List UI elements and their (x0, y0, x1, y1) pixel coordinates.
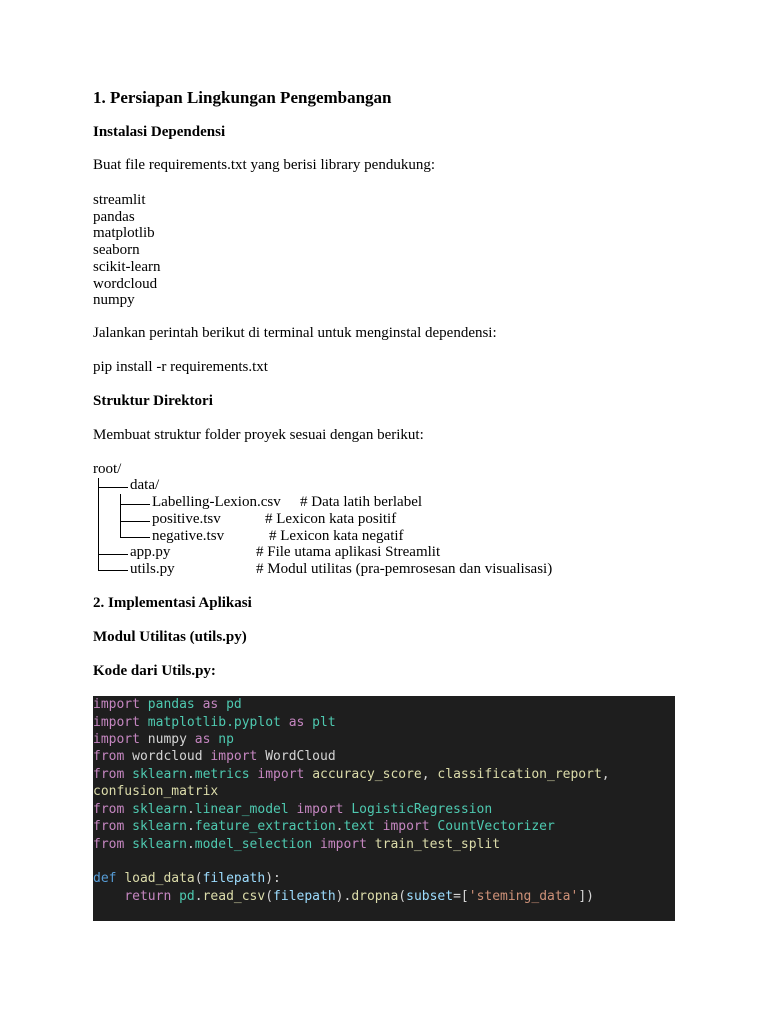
code-line: from sklearn.metrics import accuracy_score, classification_report, (93, 767, 610, 782)
paragraph-install-intro: Buat file requirements.txt yang berisi library pendukung: (93, 157, 435, 173)
paragraph-run-intro: Jalankan perintah berikut di terminal untuk menginstal dependensi: (93, 325, 497, 341)
code-line: def load_data(filepath): (93, 871, 281, 886)
tree-comment-lexion: # Data latih berlabel (300, 494, 423, 510)
code-line: from wordcloud import WordCloud (93, 749, 336, 764)
code-block (93, 696, 675, 921)
section-title-setup: 1. Persiapan Lingkungan Pengembangan (93, 88, 392, 107)
tree-file-negative: negative.tsv (152, 528, 225, 544)
tree-file-utils: utils.py (130, 561, 175, 577)
tree-line (120, 494, 121, 537)
library-item: streamlit (93, 192, 146, 208)
tree-root: root/ (93, 461, 122, 477)
tree-file-positive: positive.tsv (152, 511, 221, 527)
tree-file-app: app.py (130, 544, 171, 560)
heading-utils-module: Modul Utilitas (utils.py) (93, 629, 247, 645)
code-line: import matplotlib.pyplot as plt (93, 715, 336, 730)
tree-line (98, 570, 128, 571)
code-line: from sklearn.linear_model import LogisticRegression (93, 802, 493, 817)
code-line: return pd.read_csv(filepath).dropna(subset=['steming_data']) (124, 889, 594, 904)
section-title-implementation: 2. Implementasi Aplikasi (93, 595, 252, 611)
tree-line (98, 487, 128, 488)
tree-comment-positive: # Lexicon kata positif (265, 511, 397, 527)
tree-comment-negative: # Lexicon kata negatif (269, 528, 404, 544)
library-item: matplotlib (93, 225, 155, 241)
directory-tree (93, 461, 693, 586)
heading-install-dependencies: Instalasi Dependensi (93, 124, 226, 140)
tree-line (98, 478, 99, 570)
pip-command: pip install -r requirements.txt (93, 359, 268, 375)
heading-utils-code: Kode dari Utils.py: (93, 663, 216, 679)
code-line: confusion_matrix (93, 784, 219, 799)
library-item: pandas (93, 209, 135, 225)
tree-line (98, 554, 128, 555)
library-item: scikit-learn (93, 259, 161, 275)
code-line: import pandas as pd (93, 697, 242, 712)
library-item: seaborn (93, 242, 140, 258)
tree-line (120, 537, 150, 538)
tree-comment-utils: # Modul utilitas (pra-pemrosesan dan visualisasi) (256, 561, 553, 577)
tree-line (120, 504, 150, 505)
library-item: numpy (93, 292, 135, 308)
tree-file-lexion: Labelling-Lexion.csv (152, 494, 281, 510)
tree-line (120, 521, 150, 522)
code-line: from sklearn.feature_extraction.text import CountVectorizer (93, 819, 555, 834)
library-item: wordcloud (93, 276, 158, 292)
code-line: import numpy as np (93, 732, 234, 747)
tree-comment-app: # File utama aplikasi Streamlit (256, 544, 441, 560)
tree-folder-data: data/ (130, 477, 160, 493)
heading-directory-structure: Struktur Direktori (93, 393, 213, 409)
paragraph-structure-intro: Membuat struktur folder proyek sesuai dengan berikut: (93, 427, 424, 443)
code-line: from sklearn.model_selection import train_test_split (93, 837, 501, 852)
